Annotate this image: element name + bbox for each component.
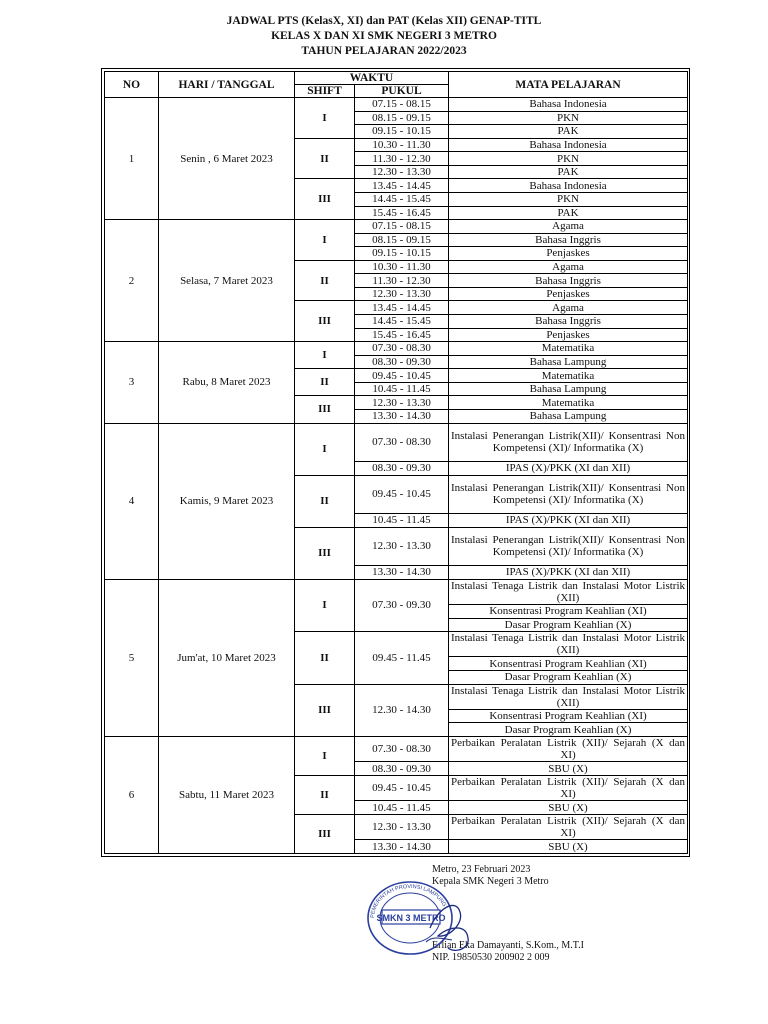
- table-row: [105, 579, 688, 604]
- day-date: Sabtu, 11 Maret 2023: [159, 737, 295, 854]
- slot-time: 09.45 - 11.45: [355, 632, 449, 684]
- header-day: HARI / TANGGAL: [159, 72, 295, 98]
- slot-time: 13.45 - 14.45: [355, 301, 449, 315]
- slot-time: 13.30 - 14.30: [355, 409, 449, 423]
- day-date: Rabu, 8 Maret 2023: [159, 342, 295, 423]
- slot-subject: Penjaskes: [449, 287, 688, 301]
- slot-time: 10.45 - 11.45: [355, 801, 449, 815]
- day-date: Selasa, 7 Maret 2023: [159, 220, 295, 342]
- schedule-table: [104, 71, 688, 854]
- slot-subject: Bahasa Inggris: [449, 233, 688, 247]
- shift-label: III: [295, 527, 355, 579]
- title-line-3: TAHUN PELAJARAN 2022/2023: [301, 45, 467, 57]
- header-subject: MATA PELAJARAN: [449, 72, 688, 98]
- shift-label: III: [295, 396, 355, 423]
- slot-time: 10.30 - 11.30: [355, 260, 449, 274]
- slot-subject: Bahasa Indonesia: [449, 138, 688, 152]
- day-date: Kamis, 9 Maret 2023: [159, 423, 295, 579]
- signature-underline: [426, 938, 452, 942]
- shift-label: III: [295, 179, 355, 220]
- day-number: 6: [105, 737, 159, 854]
- slot-time: 08.30 - 09.30: [355, 762, 449, 776]
- shift-label: I: [295, 423, 355, 475]
- slot-time: 07.15 - 08.15: [355, 98, 449, 112]
- slot-subject: Penjaskes: [449, 328, 688, 342]
- day-number: 2: [105, 220, 159, 342]
- table-row: [105, 220, 688, 234]
- slot-subject: Bahasa Indonesia: [449, 98, 688, 112]
- slot-subject: Instalasi Penerangan Listrik(XII)/ Konsentrasi Non Kompetensi (XI)/ Informatika (X): [449, 475, 688, 514]
- slot-subject: Bahasa Indonesia: [449, 179, 688, 193]
- slot-time: 12.30 - 13.30: [355, 814, 449, 839]
- slot-time: 12.30 - 13.30: [355, 165, 449, 179]
- shift-label: II: [295, 138, 355, 179]
- slot-subject: Konsentrasi Program Keahlian (XI): [449, 605, 688, 619]
- slot-time: 12.30 - 13.30: [355, 396, 449, 410]
- slot-subject: Matematika: [449, 369, 688, 383]
- slot-subject: Penjaskes: [449, 247, 688, 261]
- slot-subject: IPAS (X)/PKK (XI dan XII): [449, 462, 688, 476]
- slot-subject: Matematika: [449, 342, 688, 356]
- slot-time: 11.30 - 12.30: [355, 152, 449, 166]
- slot-subject: Perbaikan Peralatan Listrik (XII)/ Sejarah (X dan XI): [449, 775, 688, 800]
- slot-time: 14.45 - 15.45: [355, 315, 449, 329]
- slot-subject: Agama: [449, 260, 688, 274]
- slot-subject: PKN: [449, 192, 688, 206]
- slot-time: 07.15 - 08.15: [355, 220, 449, 234]
- slot-subject: Konsentrasi Program Keahlian (XI): [449, 657, 688, 671]
- slot-time: 12.30 - 13.30: [355, 527, 449, 566]
- table-row: [105, 423, 688, 462]
- slot-subject: PKN: [449, 111, 688, 125]
- slot-subject: IPAS (X)/PKK (XI dan XII): [449, 514, 688, 528]
- shift-label: III: [295, 814, 355, 853]
- header-no: NO: [105, 72, 159, 98]
- stamp-ring-text: PEMERINTAH PROVINSI LAMPUNG: [369, 883, 448, 919]
- schedule-body: [105, 98, 688, 854]
- shift-label: I: [295, 737, 355, 776]
- day-date: Senin , 6 Maret 2023: [159, 98, 295, 220]
- slot-time: 13.45 - 14.45: [355, 179, 449, 193]
- slot-subject: Instalasi Tenaga Listrik dan Instalasi Motor Listrik (XII): [449, 632, 688, 657]
- slot-time: 11.30 - 12.30: [355, 274, 449, 288]
- shift-label: II: [295, 475, 355, 527]
- slot-subject: Bahasa Lampung: [449, 382, 688, 396]
- slot-subject: Bahasa Lampung: [449, 409, 688, 423]
- slot-time: 08.30 - 09.30: [355, 462, 449, 476]
- slot-subject: SBU (X): [449, 840, 688, 854]
- slot-time: 09.45 - 10.45: [355, 369, 449, 383]
- slot-subject: Bahasa Inggris: [449, 274, 688, 288]
- table-row: [105, 342, 688, 356]
- day-number: 1: [105, 98, 159, 220]
- slot-subject: Instalasi Tenaga Listrik dan Instalasi Motor Listrik (XII): [449, 579, 688, 604]
- shift-label: I: [295, 579, 355, 631]
- shift-label: I: [295, 342, 355, 369]
- slot-time: 10.45 - 11.45: [355, 514, 449, 528]
- title-line-1: JADWAL PTS (KelasX, XI) dan PAT (Kelas XII) GENAP-TITL: [226, 15, 542, 27]
- slot-subject: Perbaikan Peralatan Listrik (XII)/ Sejarah (X dan XI): [449, 737, 688, 762]
- slot-time: 15.45 - 16.45: [355, 328, 449, 342]
- slot-subject: Dasar Program Keahlian (X): [449, 671, 688, 685]
- slot-subject: IPAS (X)/PKK (XI dan XII): [449, 566, 688, 580]
- slot-time: 13.30 - 14.30: [355, 840, 449, 854]
- slot-subject: Perbaikan Peralatan Listrik (XII)/ Sejarah (X dan XI): [449, 814, 688, 839]
- slot-time: 12.30 - 13.30: [355, 287, 449, 301]
- slot-time: 14.45 - 15.45: [355, 192, 449, 206]
- stamp-text: SMKN 3 METRO: [376, 913, 446, 923]
- day-date: Jum'at, 10 Maret 2023: [159, 579, 295, 736]
- title-line-2: KELAS X DAN XI SMK NEGERI 3 METRO: [271, 30, 497, 42]
- shift-label: II: [295, 775, 355, 814]
- header-time: WAKTU: [295, 72, 449, 85]
- slot-subject: Instalasi Tenaga Listrik dan Instalasi Motor Listrik (XII): [449, 684, 688, 709]
- slot-subject: PAK: [449, 206, 688, 220]
- table-row: [105, 98, 688, 112]
- slot-subject: Bahasa Inggris: [449, 315, 688, 329]
- shift-label: III: [295, 301, 355, 342]
- slot-time: 15.45 - 16.45: [355, 206, 449, 220]
- shift-label: I: [295, 98, 355, 139]
- slot-subject: Instalasi Penerangan Listrik(XII)/ Konsentrasi Non Kompetensi (XI)/ Informatika (X): [449, 423, 688, 462]
- slot-time: 10.30 - 11.30: [355, 138, 449, 152]
- school-stamp: [360, 878, 470, 958]
- footer-place-date: Metro, 23 Februari 2023: [432, 864, 531, 875]
- slot-subject: Matematika: [449, 396, 688, 410]
- slot-subject: Instalasi Penerangan Listrik(XII)/ Konsentrasi Non Kompetensi (XI)/ Informatika (X): [449, 527, 688, 566]
- header-shift: SHIFT: [295, 85, 355, 98]
- shift-label: I: [295, 220, 355, 261]
- shift-label: II: [295, 260, 355, 301]
- slot-time: 07.30 - 08.30: [355, 423, 449, 462]
- day-number: 5: [105, 579, 159, 736]
- slot-time: 08.15 - 09.15: [355, 111, 449, 125]
- slot-time: 07.30 - 08.30: [355, 737, 449, 762]
- slot-subject: SBU (X): [449, 762, 688, 776]
- shift-label: III: [295, 684, 355, 736]
- table-row: [105, 737, 688, 762]
- slot-subject: Agama: [449, 301, 688, 315]
- slot-time: 08.15 - 09.15: [355, 233, 449, 247]
- slot-time: 09.15 - 10.15: [355, 247, 449, 261]
- document-title: [0, 14, 768, 59]
- slot-subject: Dasar Program Keahlian (X): [449, 723, 688, 737]
- slot-subject: PAK: [449, 125, 688, 139]
- shift-label: II: [295, 369, 355, 396]
- slot-time: 07.30 - 09.30: [355, 579, 449, 631]
- slot-subject: Konsentrasi Program Keahlian (XI): [449, 709, 688, 723]
- slot-time: 09.15 - 10.15: [355, 125, 449, 139]
- slot-subject: PAK: [449, 165, 688, 179]
- slot-subject: SBU (X): [449, 801, 688, 815]
- slot-time: 13.30 - 14.30: [355, 566, 449, 580]
- header-pukul: PUKUL: [355, 85, 449, 98]
- day-number: 4: [105, 423, 159, 579]
- slot-time: 10.45 - 11.45: [355, 382, 449, 396]
- slot-subject: Agama: [449, 220, 688, 234]
- slot-time: 07.30 - 08.30: [355, 342, 449, 356]
- footer-nip: NIP. 19850530 200902 2 009: [432, 952, 550, 963]
- footer-position: Kepala SMK Negeri 3 Metro: [432, 876, 549, 887]
- footer-name: Erlian Eka Damayanti, S.Kom., M.T.I: [432, 940, 585, 951]
- slot-time: 09.45 - 10.45: [355, 775, 449, 800]
- shift-label: II: [295, 632, 355, 684]
- slot-time: 09.45 - 10.45: [355, 475, 449, 514]
- slot-time: 12.30 - 14.30: [355, 684, 449, 736]
- day-number: 3: [105, 342, 159, 423]
- slot-subject: Dasar Program Keahlian (X): [449, 618, 688, 632]
- slot-time: 08.30 - 09.30: [355, 355, 449, 369]
- slot-subject: PKN: [449, 152, 688, 166]
- slot-subject: Bahasa Lampung: [449, 355, 688, 369]
